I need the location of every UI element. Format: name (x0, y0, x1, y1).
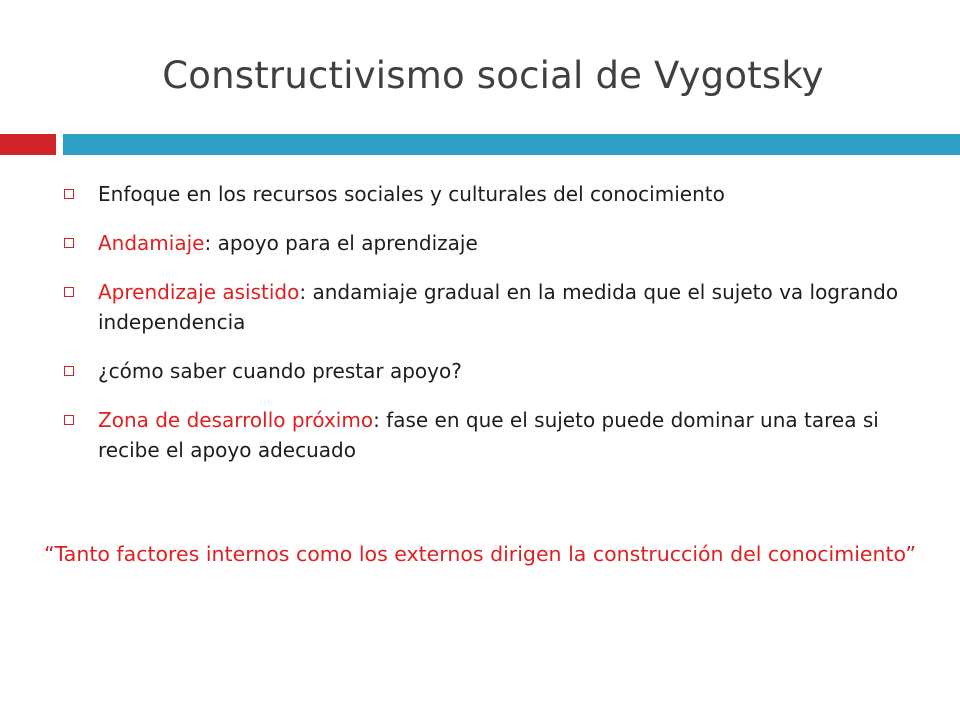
closing-quote: “Tanto factores internos como los externos dirigen la construcción del conocimiento” (44, 542, 916, 566)
bullet-text: : fase en que el sujeto puede dominar una tarea si recibe el apoyo adecuado (98, 408, 879, 462)
bullet-item-1 (62, 179, 902, 209)
bullet-highlight: Andamiaje (98, 231, 205, 255)
square-outline-icon (64, 415, 74, 425)
bullet-item-4 (62, 356, 902, 386)
bullet-highlight: Aprendizaje asistido (98, 280, 300, 304)
bullet-text: Enfoque en los recursos sociales y culturales del conocimiento (98, 182, 725, 206)
bullet-item-5 (62, 405, 902, 465)
bullet-item-3 (62, 277, 902, 337)
square-outline-icon (64, 366, 74, 376)
bullet-item-2 (62, 228, 902, 258)
title-accent-bar-blue (63, 134, 960, 155)
square-outline-icon (64, 287, 74, 297)
bullet-highlight: Zona de desarrollo próximo (98, 408, 374, 432)
bullet-text: ¿cómo saber cuando prestar apoyo? (98, 359, 462, 383)
bullet-text: : apoyo para el aprendizaje (204, 231, 478, 255)
bullet-list (62, 179, 902, 484)
bullet-text: : andamiaje gradual en la medida que el sujeto va logrando independencia (98, 280, 899, 334)
square-outline-icon (64, 238, 74, 248)
slide-title: Constructivismo social de Vygotsky (162, 54, 824, 97)
square-outline-icon (64, 189, 74, 199)
title-accent-bar-red (0, 134, 56, 155)
